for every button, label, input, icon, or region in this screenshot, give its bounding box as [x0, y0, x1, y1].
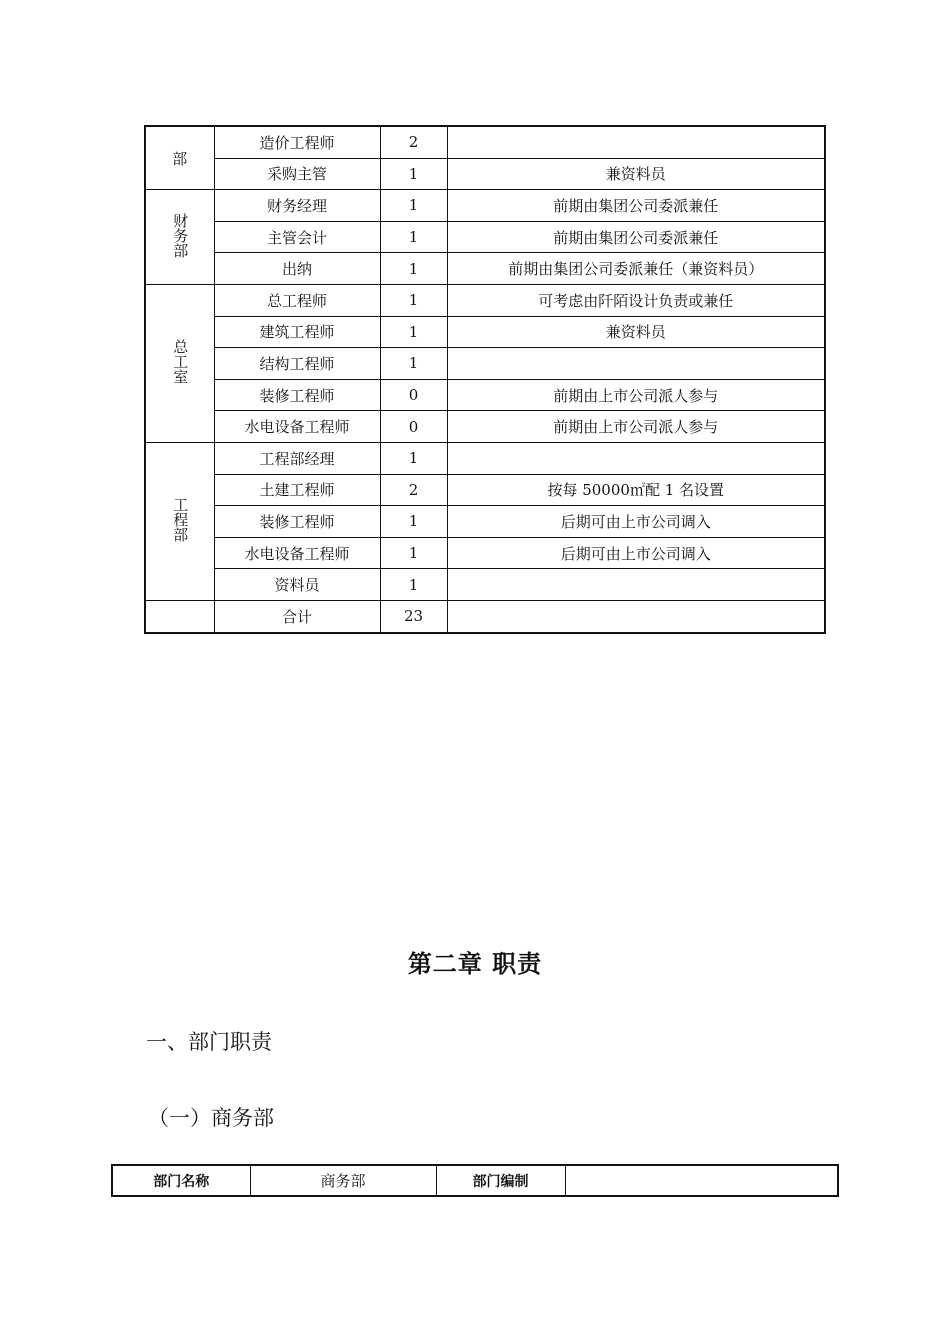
count-cell: 0 — [380, 411, 447, 443]
table-row — [145, 379, 825, 411]
dept-name-value: 商务部 — [250, 1165, 436, 1196]
count-cell: 1 — [380, 221, 447, 253]
table-row — [145, 126, 825, 158]
table-row — [145, 411, 825, 443]
dept-cell: 部 — [145, 126, 214, 190]
count-cell: 1 — [380, 190, 447, 222]
count-cell: 2 — [380, 474, 447, 506]
position-cell: 资料员 — [214, 569, 380, 601]
note-cell: 前期由上市公司派人参与 — [447, 379, 825, 411]
position-cell: 造价工程师 — [214, 126, 380, 158]
table-row — [145, 190, 825, 222]
position-cell: 装修工程师 — [214, 379, 380, 411]
position-cell: 结构工程师 — [214, 348, 380, 380]
table-row — [145, 158, 825, 190]
subsection-heading: （一）商务部 — [148, 1106, 274, 1130]
position-cell: 采购主管 — [214, 158, 380, 190]
total-label: 合计 — [214, 600, 380, 632]
dept-cell — [145, 600, 214, 632]
note-cell: 前期由集团公司委派兼任 — [447, 190, 825, 222]
count-cell: 1 — [380, 316, 447, 348]
note-cell — [447, 126, 825, 158]
dept-info-table — [111, 1164, 839, 1197]
count-cell: 2 — [380, 126, 447, 158]
position-cell: 财务经理 — [214, 190, 380, 222]
chapter-title: 第二章 职责 — [407, 950, 543, 978]
count-cell: 1 — [380, 158, 447, 190]
total-row — [145, 600, 825, 632]
dept-staffing-value — [565, 1165, 838, 1196]
section-heading: 一、部门职责 — [146, 1030, 272, 1054]
table-row — [145, 537, 825, 569]
note-cell: 前期由上市公司派人参与 — [447, 411, 825, 443]
position-cell: 出纳 — [214, 253, 380, 285]
position-cell: 主管会计 — [214, 221, 380, 253]
count-cell: 1 — [380, 348, 447, 380]
table-row — [145, 253, 825, 285]
note-cell: 可考虑由阡陌设计负责或兼任 — [447, 284, 825, 316]
table-row — [145, 348, 825, 380]
count-cell: 1 — [380, 284, 447, 316]
position-cell: 总工程师 — [214, 284, 380, 316]
note-cell: 兼资料员 — [447, 158, 825, 190]
count-cell: 0 — [380, 379, 447, 411]
dept-staffing-label: 部门编制 — [436, 1165, 565, 1196]
table-row — [145, 506, 825, 538]
table-row — [145, 474, 825, 506]
note-cell: 前期由集团公司委派兼任 — [447, 221, 825, 253]
table-row — [112, 1165, 838, 1196]
total-count: 23 — [380, 600, 447, 632]
dept-cell: 总工室 — [145, 284, 214, 442]
table-row — [145, 569, 825, 601]
count-cell: 1 — [380, 537, 447, 569]
position-cell: 装修工程师 — [214, 506, 380, 538]
table-row — [145, 284, 825, 316]
table-row — [145, 442, 825, 474]
position-cell: 工程部经理 — [214, 442, 380, 474]
position-cell: 土建工程师 — [214, 474, 380, 506]
note-cell — [447, 442, 825, 474]
table-row — [145, 316, 825, 348]
count-cell: 1 — [380, 569, 447, 601]
dept-name-label: 部门名称 — [112, 1165, 250, 1196]
position-cell: 水电设备工程师 — [214, 411, 380, 443]
position-cell: 水电设备工程师 — [214, 537, 380, 569]
note-cell — [447, 569, 825, 601]
dept-cell: 财务部 — [145, 190, 214, 285]
note-cell: 后期可由上市公司调入 — [447, 506, 825, 538]
note-cell — [447, 348, 825, 380]
dept-cell: 工程部 — [145, 442, 214, 600]
position-cell: 建筑工程师 — [214, 316, 380, 348]
total-note — [447, 600, 825, 632]
note-cell: 后期可由上市公司调入 — [447, 537, 825, 569]
count-cell: 1 — [380, 253, 447, 285]
staffing-table — [144, 125, 826, 634]
note-cell: 按每 50000㎡配 1 名设置 — [447, 474, 825, 506]
table-row — [145, 221, 825, 253]
count-cell: 1 — [380, 442, 447, 474]
note-cell: 兼资料员 — [447, 316, 825, 348]
note-cell: 前期由集团公司委派兼任（兼资料员） — [447, 253, 825, 285]
count-cell: 1 — [380, 506, 447, 538]
